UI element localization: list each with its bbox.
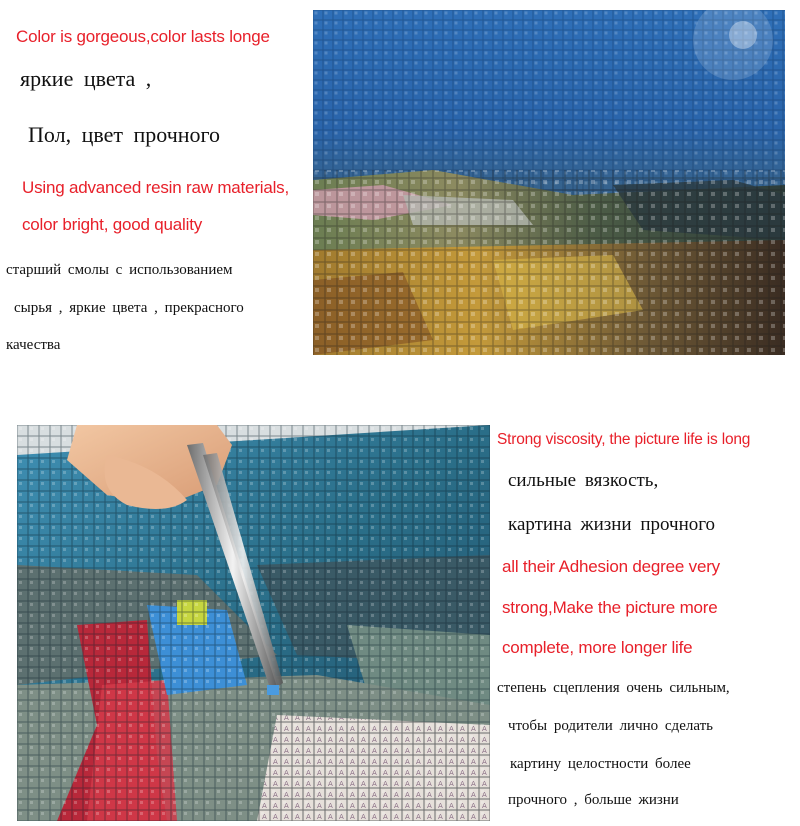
section2-title-en: Strong viscosity, the picture life is long	[497, 431, 751, 448]
section2-desc-en-3: complete, more longer life	[502, 638, 693, 657]
section2-desc-ru-3: картину целостности более	[510, 756, 691, 772]
section1-desc-ru-2: сырья , яркие цвета , прекрасного	[14, 300, 244, 316]
section2-desc-ru-4: прочного , больше жизни	[508, 792, 679, 808]
section2-desc-ru-1: степень сцепления очень сильным,	[497, 680, 730, 696]
section2-title-ru-1: сильные вязкость,	[508, 470, 659, 491]
section2-desc-ru-2: чтобы родители лично сделать	[508, 718, 713, 734]
section2-desc-en-1: all their Adhesion degree very	[502, 557, 720, 576]
section1-title-ru-1: яркие цвета ,	[20, 66, 152, 91]
section1-title-en: Color is gorgeous,color lasts longe	[16, 27, 270, 46]
tweezers-placing-drill-image	[17, 425, 490, 821]
section1-desc-ru-3: качества	[6, 337, 61, 353]
section1-desc-en-2: color bright, good quality	[22, 215, 203, 234]
diamond-mosaic-closeup-image	[313, 10, 785, 355]
section1-desc-en-1: Using advanced resin raw materials,	[22, 178, 290, 197]
section1-desc-ru-1: старший смолы с использованием	[6, 262, 233, 278]
section1-title-ru-2: Пол, цвет прочного	[28, 122, 221, 147]
section2-desc-en-2: strong,Make the picture more	[502, 598, 718, 617]
section2-title-ru-2: картина жизни прочного	[508, 514, 716, 535]
